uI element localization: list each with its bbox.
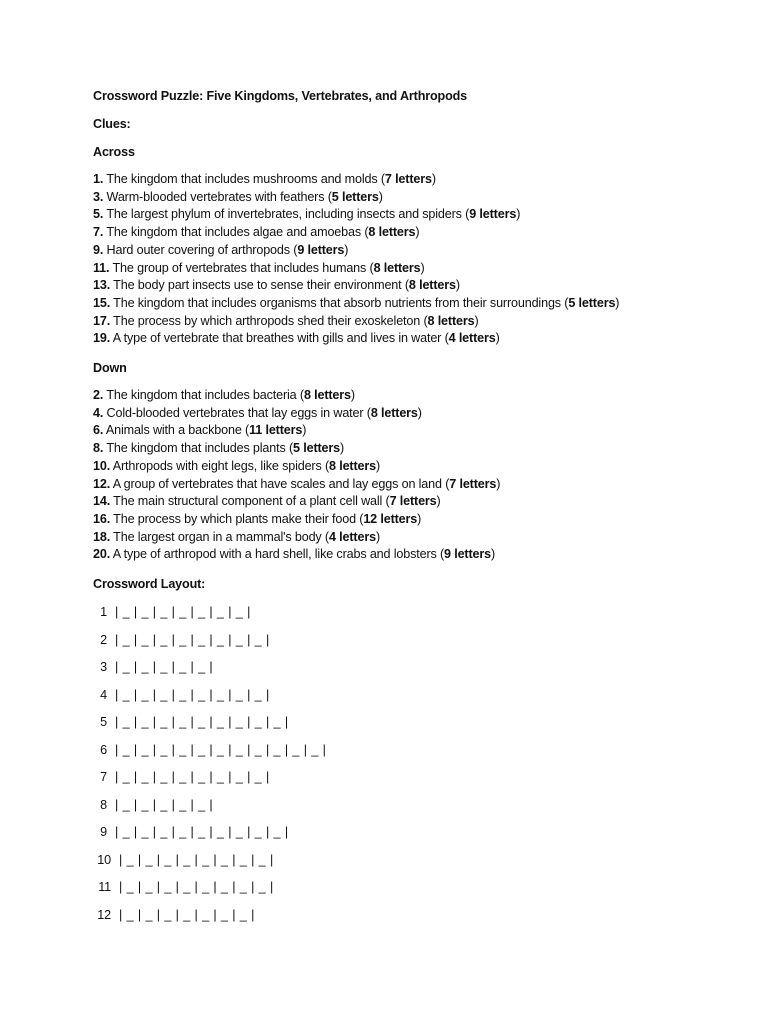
down-clue <box>93 493 733 511</box>
clue-length: 9 letters <box>469 207 517 222</box>
crossword-layout <box>93 604 733 934</box>
clue-close-paren: ) <box>417 405 422 420</box>
clue-close-paren: ) <box>344 242 349 257</box>
layout-row-number: 12 <box>97 907 111 922</box>
layout-row <box>93 769 733 797</box>
clue-length: 4 letters <box>328 529 376 544</box>
clue-number: 16. <box>93 511 111 526</box>
clue-text: A type of vertebrate that breathes with gills and lives in water ( <box>110 331 449 346</box>
clue-length: 9 letters <box>444 547 491 562</box>
clue-number: 19. <box>93 331 111 346</box>
clue-number: 20. <box>93 547 111 562</box>
layout-row-cells: | _ | _ | _ | _ | _ | _ | _ | _ | <box>119 880 274 895</box>
layout-row-number: 6 <box>100 742 107 757</box>
clue-length: 8 letters <box>368 225 416 240</box>
across-heading: Across <box>93 145 135 159</box>
layout-heading: Crossword Layout: <box>93 577 206 592</box>
clue-length: 9 letters <box>297 242 345 257</box>
clue-length: 5 letters <box>293 441 340 456</box>
clue-length: 7 letters <box>389 494 437 509</box>
clue-text: The kingdom that includes bacteria ( <box>103 388 304 403</box>
clue-text: The kingdom that includes organisms that absorb nutrients from their surroundings ( <box>110 295 569 310</box>
down-clue-list <box>93 387 733 564</box>
clue-length: 8 letters <box>370 405 418 420</box>
layout-row-number: 5 <box>100 715 107 730</box>
down-clue <box>93 440 733 458</box>
clue-number: 18. <box>93 529 111 544</box>
layout-row-cells: | _ | _ | _ | _ | _ | <box>115 797 214 812</box>
layout-row <box>93 852 733 880</box>
clue-close-paren: ) <box>340 441 345 456</box>
down-clue <box>93 529 733 547</box>
clue-close-paren: ) <box>495 331 500 346</box>
clue-length: 8 letters <box>427 313 475 328</box>
clue-close-paren: ) <box>436 494 441 509</box>
layout-row <box>93 797 733 825</box>
clue-text: The main structural component of a plant cell wall ( <box>110 494 390 509</box>
clue-number: 8. <box>93 441 104 456</box>
clue-number: 13. <box>93 278 111 293</box>
clue-text: The largest phylum of invertebrates, including insects and spiders ( <box>103 207 470 222</box>
clue-close-paren: ) <box>378 189 383 204</box>
layout-row-cells: | _ | _ | _ | _ | _ | _ | _ | <box>115 605 251 620</box>
clue-length: 8 letters <box>408 278 456 293</box>
down-clue <box>93 546 733 564</box>
clue-length: 7 letters <box>449 476 497 491</box>
clues-heading: Clues: <box>93 117 131 131</box>
clue-text: A group of vertebrates that have scales and lay eggs on land ( <box>110 476 450 491</box>
clue-text: Warm-blooded vertebrates with feathers ( <box>103 189 332 204</box>
layout-row-number: 10 <box>97 852 111 867</box>
clue-number: 12. <box>93 476 111 491</box>
across-clue <box>93 260 733 278</box>
layout-row-number: 8 <box>100 797 107 812</box>
layout-row-number: 2 <box>100 632 107 647</box>
layout-row-cells: | _ | _ | _ | _ | _ | _ | _ | _ | <box>119 852 274 867</box>
layout-row <box>93 879 733 907</box>
layout-row-cells: | _ | _ | _ | _ | _ | _ | _ | _ | _ | _ | _ | <box>115 742 327 757</box>
layout-row-cells: | _ | _ | _ | _ | _ | <box>115 660 214 675</box>
clue-length: 5 letters <box>568 295 616 310</box>
clue-length: 5 letters <box>331 189 379 204</box>
clue-close-paren: ) <box>615 295 620 310</box>
across-clue <box>93 189 733 207</box>
across-clue <box>93 224 733 242</box>
clue-number: 14. <box>93 494 111 509</box>
clue-text: Arthropods with eight legs, like spiders ( <box>110 458 330 473</box>
clue-text: The largest organ in a mammal's body ( <box>110 529 329 544</box>
down-clue <box>93 405 733 423</box>
layout-row-number: 4 <box>100 687 107 702</box>
layout-row-cells: | _ | _ | _ | _ | _ | _ | _ | _ | <box>115 770 270 785</box>
clue-text: The kingdom that includes mushrooms and molds ( <box>103 172 385 186</box>
down-clue <box>93 458 733 476</box>
clue-text: The kingdom that includes algae and amoebas ( <box>103 225 369 240</box>
clue-close-paren: ) <box>350 388 355 403</box>
clue-text: Cold-blooded vertebrates that lay eggs in water ( <box>103 405 371 420</box>
clue-text: The kingdom that includes plants ( <box>103 441 294 456</box>
clue-text: The body part insects use to sense their environment ( <box>110 278 409 293</box>
clue-close-paren: ) <box>375 529 380 544</box>
clue-number: 4. <box>93 405 104 420</box>
clue-number: 15. <box>93 295 111 310</box>
layout-row-cells: | _ | _ | _ | _ | _ | _ | _ | _ | _ | <box>115 715 289 730</box>
layout-row-number: 1 <box>100 605 107 620</box>
down-clue <box>93 476 733 494</box>
clue-number: 5. <box>93 207 104 222</box>
clue-text: A type of arthropod with a hard shell, like crabs and lobsters ( <box>110 547 445 562</box>
clue-close-paren: ) <box>420 260 425 275</box>
layout-row-cells: | _ | _ | _ | _ | _ | _ | _ | <box>119 907 255 922</box>
layout-row <box>93 604 733 632</box>
clue-number: 6. <box>93 423 104 438</box>
layout-row-cells: | _ | _ | _ | _ | _ | _ | _ | _ | <box>115 687 270 702</box>
clue-number: 11. <box>93 260 110 275</box>
document-page <box>93 88 733 934</box>
layout-row-number: 7 <box>100 770 107 785</box>
clue-length: 4 letters <box>448 331 496 346</box>
clue-length: 8 letters <box>329 458 376 473</box>
clue-length: 11 letters <box>249 423 303 438</box>
layout-row <box>93 714 733 742</box>
clue-close-paren: ) <box>302 423 307 438</box>
clue-close-paren: ) <box>455 278 460 293</box>
across-clue <box>93 277 733 295</box>
across-clue <box>93 242 733 260</box>
layout-row-cells: | _ | _ | _ | _ | _ | _ | _ | _ | _ | <box>115 825 289 840</box>
clue-length: 12 letters <box>363 511 418 526</box>
clue-number: 7. <box>93 225 104 240</box>
down-clue <box>93 511 733 529</box>
clue-close-paren: ) <box>431 172 436 186</box>
layout-row-number: 11 <box>98 880 111 895</box>
across-clue <box>93 313 733 331</box>
clue-text: Animals with a backbone ( <box>103 423 250 438</box>
clue-close-paren: ) <box>490 547 496 562</box>
clue-number: 2. <box>93 388 104 403</box>
layout-row-number: 3 <box>100 660 107 675</box>
clue-text: The group of vertebrates that includes humans ( <box>109 260 374 275</box>
across-clue <box>93 295 733 313</box>
layout-row-number: 9 <box>100 825 107 840</box>
clue-length: 8 letters <box>303 388 351 403</box>
clue-text: The process by which arthropods shed their exoskeleton ( <box>110 313 428 328</box>
clue-close-paren: ) <box>474 313 479 328</box>
layout-row <box>93 632 733 660</box>
down-heading: Down <box>93 361 127 376</box>
clue-number: 10. <box>93 458 111 473</box>
clue-close-paren: ) <box>496 476 501 491</box>
clue-length: 8 letters <box>373 260 421 275</box>
across-clue-list <box>93 171 733 348</box>
clue-number: 9. <box>93 242 104 257</box>
layout-row <box>93 907 733 935</box>
layout-row <box>93 687 733 715</box>
clue-number: 17. <box>93 313 111 328</box>
down-clue <box>93 422 733 440</box>
layout-row <box>93 659 733 687</box>
across-clue <box>93 330 733 348</box>
down-clue <box>93 387 733 405</box>
layout-row-cells: | _ | _ | _ | _ | _ | _ | _ | _ | <box>115 632 270 647</box>
clue-close-paren: ) <box>417 511 422 526</box>
clue-length: 7 letters <box>384 172 432 186</box>
layout-row <box>93 742 733 770</box>
document-title: Crossword Puzzle: Five Kingdoms, Vertebrates, and Arthropods <box>93 89 468 103</box>
clue-text: Hard outer covering of arthropods ( <box>103 242 298 257</box>
clue-text: The process by which plants make their food ( <box>110 511 364 526</box>
clue-close-paren: ) <box>375 458 381 473</box>
clue-close-paren: ) <box>516 207 521 222</box>
layout-row <box>93 824 733 852</box>
clue-number: 3. <box>93 189 104 204</box>
clue-close-paren: ) <box>415 225 420 240</box>
clue-number: 1. <box>93 172 104 186</box>
across-clue <box>93 171 733 189</box>
across-clue <box>93 206 733 224</box>
